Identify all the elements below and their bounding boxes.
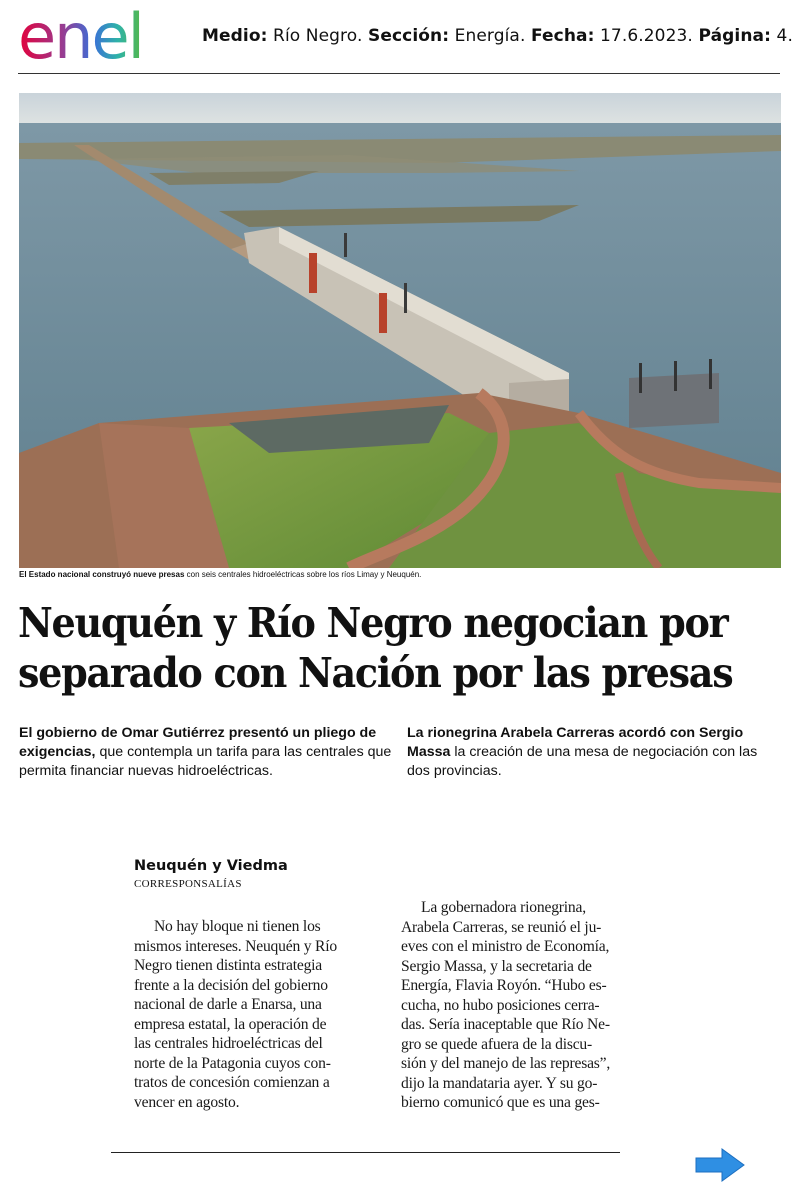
footer-divider [111, 1152, 620, 1153]
enel-logo-image [18, 6, 188, 68]
column-line: cucha, no hubo posiciones cerra- [401, 996, 600, 1014]
column-line: das. Sería inaceptable que Río Ne- [401, 1016, 610, 1033]
column-line: Arabela Carreras, se reunió el ju- [401, 918, 602, 936]
column-line: tratos de concesión comienzan a [134, 1074, 330, 1091]
column-line: bierno comunicó que es una ges- [401, 1094, 600, 1111]
byline-subtitle: CORRESPONSALÍAS [134, 878, 242, 890]
next-page-button[interactable] [694, 1147, 746, 1188]
column-line: empresa estatal, la operación de [134, 1015, 327, 1033]
seccion-label: Sección: [368, 26, 450, 46]
headline [18, 598, 734, 698]
byline: Neuquén y Viedma [134, 858, 288, 874]
dam-photo [19, 93, 781, 568]
pagina-value: 4. [776, 26, 793, 46]
page-header [0, 0, 800, 76]
column-line: Negro tienen distinta estrategia [134, 957, 323, 974]
caption-bold: El Estado nacional construyó nueve presas [19, 570, 185, 579]
column-line: vencer en agosto. [134, 1093, 240, 1111]
lead-right [407, 724, 777, 781]
column-line: norte de la Patagonia cuyos con- [134, 1054, 331, 1072]
column-line: eves con el ministro de Economía, [401, 938, 610, 955]
lead-right-text: la creación de una mesa de negociación con las dos provincias. [407, 744, 758, 779]
lead-left [19, 724, 401, 781]
photo-caption [19, 570, 421, 579]
headline-line-1: Neuquén y Río Negro negocian por [18, 599, 728, 647]
medio-label: Medio: [202, 26, 268, 46]
caption-text: con seis centrales hidroeléctricas sobre los ríos Limay y Neuquén. [184, 570, 422, 579]
lead-left-text: que contempla un tarifa para las centrales que permita financiar nuevas hidroeléctricas. [19, 744, 392, 779]
publication-meta [202, 26, 793, 46]
column-line: sión y del manejo de las represas”, [401, 1055, 611, 1072]
column-line: frente a la decisión del gobierno [134, 976, 328, 994]
column-line: nacional de darle a Enarsa, una [134, 996, 322, 1013]
medio-value: Río Negro. [273, 26, 363, 46]
article-column-right [401, 898, 633, 1113]
column-line: dijo la mandataria ayer. Y su go- [401, 1074, 598, 1092]
column-line: Energía, Flavia Royón. “Hubo es- [401, 977, 607, 994]
arrow-right-icon [694, 1147, 746, 1183]
column-line: La gobernadora rionegrina, [421, 899, 586, 916]
article-column-left [134, 917, 366, 1112]
column-line: Sergio Massa, y la secretaria de [401, 957, 592, 975]
dam-aerial-image [19, 93, 781, 568]
column-line: gro se quede afuera de la discu- [401, 1035, 593, 1053]
lead-left-bold: El gobierno de Omar Gutiérrez presentó un pliego de exigencias, [19, 725, 377, 760]
lead-right-bold: La rionegrina Arabela Carreras acordó con Sergio Massa [407, 725, 744, 760]
column-line: las centrales hidroeléctricas del [134, 1035, 323, 1052]
header-divider [18, 73, 780, 74]
fecha-value: 17.6.2023. [600, 26, 693, 46]
column-line: No hay bloque ni tienen los [154, 918, 321, 935]
column-line: mismos intereses. Neuquén y Río [134, 937, 337, 955]
fecha-label: Fecha: [530, 26, 595, 46]
pagina-label: Página: [698, 26, 772, 46]
enel-logo [18, 6, 188, 73]
seccion-value: Energía. [454, 26, 526, 46]
headline-line-2: separado con Nación por las presas [18, 649, 733, 697]
logo-text: enel [18, 6, 143, 68]
